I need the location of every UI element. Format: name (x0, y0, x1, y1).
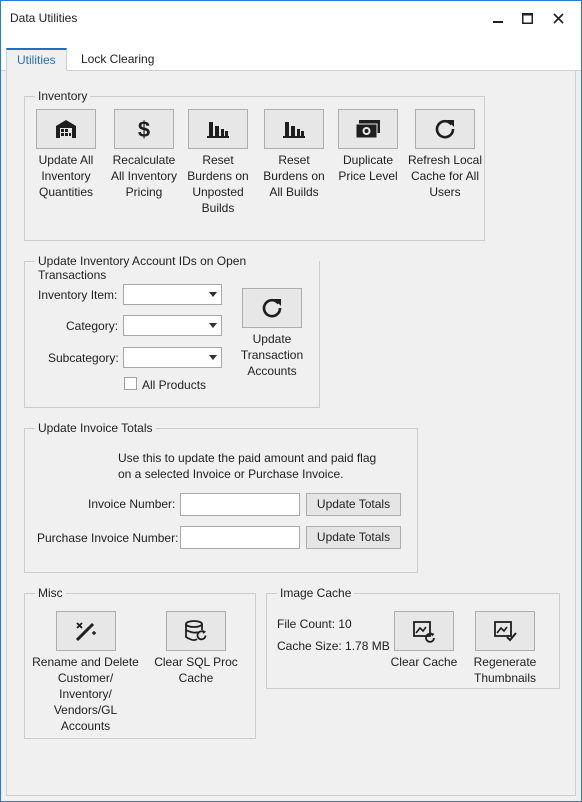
svg-text:$: $ (137, 117, 151, 141)
minimize-button[interactable] (483, 1, 513, 35)
cache-size-text: Cache Size: 1.78 MB (277, 639, 390, 653)
refresh-icon (261, 297, 283, 319)
purchase-invoice-number-label: Purchase Invoice Number: (37, 531, 179, 545)
tab-utilities[interactable]: Utilities (6, 48, 67, 71)
recalculate-pricing-label: Recalculate All Inventory Pricing (110, 153, 178, 199)
reset-burdens-unposted-builds-button[interactable] (181, 109, 255, 216)
clear-sql-tile-box (166, 611, 226, 651)
money-icon (355, 119, 381, 139)
invoice-totals-group (24, 421, 418, 573)
regenerate-thumbnails-tile-box (475, 611, 535, 651)
refresh-cache-label: Refresh Local Cache for All Users (407, 153, 483, 199)
inventory-group (24, 89, 485, 241)
duplicate-price-level-button[interactable] (331, 109, 405, 184)
category-combobox[interactable] (123, 315, 222, 336)
rename-delete-tile-box (56, 611, 116, 651)
database-refresh-icon (184, 619, 208, 643)
image-cache-group-title: Image Cache (277, 586, 354, 600)
reset-burdens-all-label: Reset Burdens on All Builds (263, 153, 325, 199)
invoice-number-label: Invoice Number: (88, 497, 176, 511)
chevron-down-icon (209, 292, 217, 297)
refresh-local-cache-button[interactable] (405, 109, 485, 200)
clear-cache-button[interactable] (389, 611, 459, 670)
clear-sql-label: Clear SQL Proc Cache (154, 655, 238, 685)
regenerate-thumbnails-label: Regenerate Thumbnails (473, 655, 537, 685)
purchase-invoice-number-input[interactable] (180, 526, 300, 549)
image-refresh-icon (412, 619, 436, 643)
duplicate-price-tile-box (338, 109, 398, 149)
image-cache-group (266, 586, 560, 689)
update-quantities-tile-box (36, 109, 96, 149)
inventory-item-combobox[interactable] (123, 284, 222, 305)
title-bar (1, 1, 581, 35)
update-transaction-tile-box (242, 288, 302, 328)
account-ids-group-title: Update Inventory Account IDs on Open Transactions (35, 254, 319, 282)
recalculate-inventory-pricing-button[interactable] (107, 109, 181, 200)
clear-cache-label: Clear Cache (390, 655, 458, 669)
rename-delete-label: Rename and Delete Customer/ Inventory/ Vendors/GL Accounts (32, 655, 139, 733)
tab-strip (1, 35, 581, 71)
reset-burdens-all-builds-button[interactable] (257, 109, 331, 200)
inventory-group-title: Inventory (35, 89, 90, 103)
rename-delete-accounts-button[interactable] (32, 611, 139, 734)
update-purchase-invoice-totals-button[interactable]: Update Totals (306, 526, 401, 549)
bar-chart-icon (283, 120, 305, 138)
regenerate-thumbnails-button[interactable] (466, 611, 544, 686)
invoice-totals-group-title: Update Invoice Totals (35, 421, 156, 435)
warehouse-icon (55, 119, 77, 139)
image-check-icon (493, 619, 517, 643)
chevron-down-icon (209, 355, 217, 360)
bar-chart-icon (207, 120, 229, 138)
misc-group (24, 586, 256, 739)
update-invoice-totals-button[interactable]: Update Totals (306, 493, 401, 516)
subcategory-combobox[interactable] (123, 347, 222, 368)
clear-cache-tile-box (394, 611, 454, 651)
invoice-number-input[interactable] (180, 493, 300, 516)
magic-wand-icon (75, 620, 97, 642)
minimize-icon (493, 13, 503, 23)
tab-lock-clearing[interactable]: Lock Clearing (81, 52, 155, 66)
update-transaction-label: Update Transaction Accounts (240, 332, 304, 378)
reset-burdens-all-tile-box (264, 109, 324, 149)
recalculate-pricing-tile-box (114, 109, 174, 149)
file-count-text: File Count: 10 (277, 617, 352, 631)
maximize-button[interactable] (512, 1, 542, 35)
invoice-totals-description: Use this to update the paid amount and paid flag on a selected Invoice or Purchase Invoice. (118, 451, 377, 481)
close-icon (553, 13, 564, 24)
category-label: Category: (66, 319, 119, 333)
window-title: Data Utilities (10, 11, 78, 25)
update-quantities-label: Update All Inventory Quantities (38, 153, 94, 199)
refresh-cache-tile-box (415, 109, 475, 149)
maximize-icon (522, 13, 533, 24)
misc-group-title: Misc (35, 586, 66, 600)
reset-burdens-unposted-tile-box (188, 109, 248, 149)
close-button[interactable] (543, 1, 573, 35)
utilities-tab-panel (6, 71, 576, 796)
dollar-icon (137, 117, 151, 141)
update-all-inventory-quantities-button[interactable] (27, 109, 105, 200)
chevron-down-icon (209, 323, 217, 328)
reset-burdens-unposted-label: Reset Burdens on Unposted Builds (187, 153, 249, 215)
update-transaction-accounts-button[interactable] (237, 288, 307, 379)
account-ids-group (24, 254, 320, 408)
all-products-label: All Products (142, 378, 207, 392)
inventory-item-label: Inventory Item: (38, 288, 118, 302)
subcategory-label: Subcategory: (48, 351, 119, 365)
clear-sql-proc-cache-button[interactable] (151, 611, 241, 686)
all-products-checkbox[interactable] (124, 377, 137, 390)
refresh-icon (434, 118, 456, 140)
duplicate-price-label: Duplicate Price Level (338, 153, 398, 183)
